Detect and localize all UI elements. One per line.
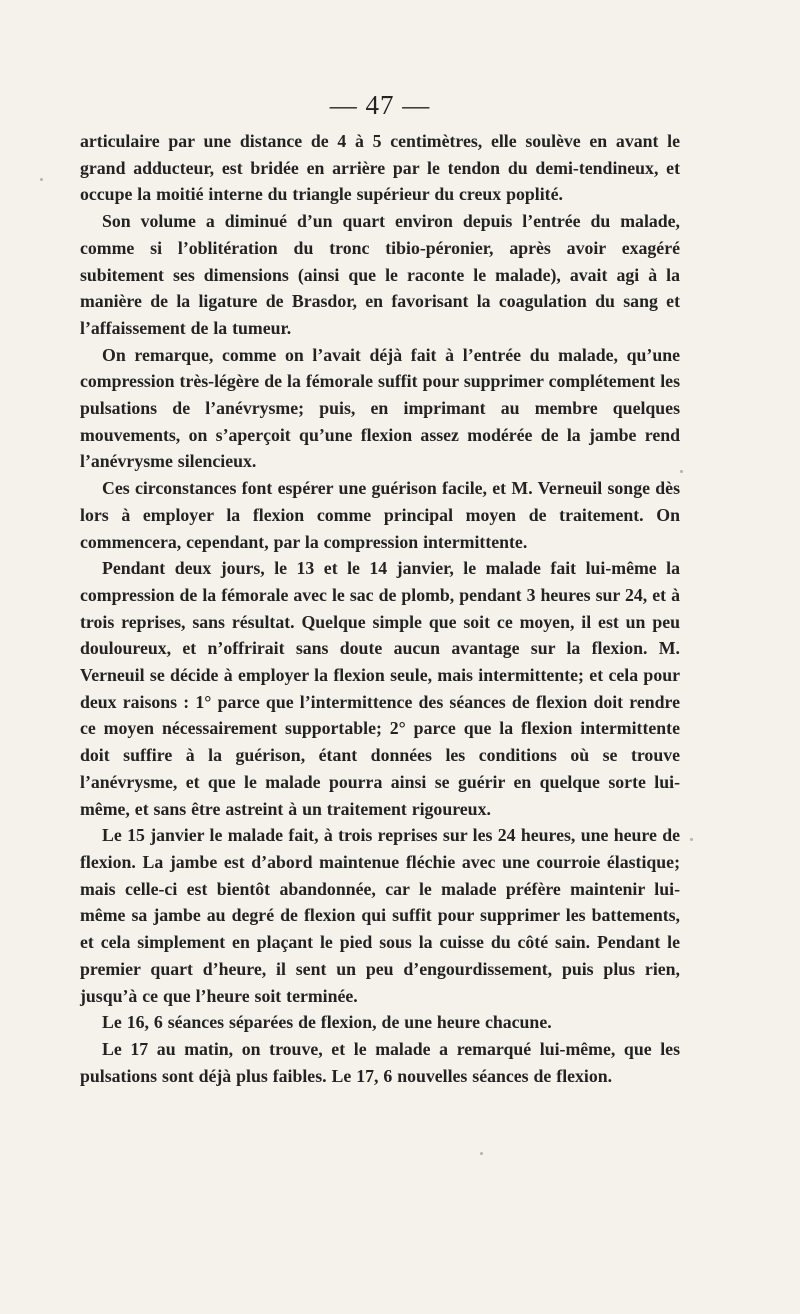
paragraph-4: Ces circonstances font espérer une guérison facile, et M. Verneuil songe dès lors à employer la flexion comme principal moyen de traitement. On commencera, cependant, par la compression intermittente. [80, 478, 680, 552]
page-number: — 47 — [329, 90, 431, 120]
paper-speck [680, 470, 683, 473]
body-text [80, 128, 680, 1089]
paragraph-1: articulaire par une distance de 4 à 5 centimètres, elle soulève en avant le grand adducteur, est bridée en arrière par le tendon du demi-tendineux, et occupe la moitié interne du triangle supérieur du creux poplité. [80, 131, 680, 205]
paragraph-5: Pendant deux jours, le 13 et le 14 janvier, le malade fait lui-même la compression de la fémorale avec le sac de plomb, pendant 3 heures sur 24, et à trois reprises, sans résultat. Quelque simple que soit ce moyen, il est un peu douloureux, et n’offrirait sans doute aucun avantage sur la flexion. M. Verneuil se décide à employer la flexion seule, mais intermittente; et cela pour deux raisons : 1° parce que l’intermittence des séances de flexion doit rendre ce moyen nécessairement supportable; 2° parce que la flexion intermittente doit suffire à la guérison, étant données les conditions où se trouve l’anévrysme, et que le malade pourra ainsi se guérir en quelque sorte lui-même, et sans être astreint à un traitement rigoureux. [80, 558, 680, 819]
paper-speck [40, 178, 43, 181]
paper-speck [480, 1152, 483, 1155]
paragraph-2: Son volume a diminué d’un quart environ depuis l’entrée du malade, comme si l’oblitération du tronc tibio-péronier, après avoir exagéré subitement ses dimensions (ainsi que le raconte le malade), avait agi à la manière de la ligature de Brasdor, en favorisant la coagulation du sang et l’affaissement de la tumeur. [80, 211, 680, 338]
paper-speck [690, 838, 693, 841]
paragraph-7: Le 16, 6 séances séparées de flexion, de une heure chacune. [102, 1012, 552, 1033]
paragraph-3: On remarque, comme on l’avait déjà fait à l’entrée du malade, qu’une compression très-légère de la fémorale suffit pour supprimer complétement les pulsations de l’anévrysme; puis, en imprimant au membre quelques mouvements, on s’aperçoit qu’une flexion assez modérée de la jambe rend l’anévrysme silencieux. [80, 344, 680, 472]
paragraph-8: Le 17 au matin, on trouve, et le malade a remarqué lui-même, que les pulsations sont déjà plus faibles. Le 17, 6 nouvelles séances de flexion. [80, 1038, 680, 1086]
paragraph-6: Le 15 janvier le malade fait, à trois reprises sur les 24 heures, une heure de flexion. La jambe est d’abord maintenue fléchie avec une courroie élastique; mais celle-ci est bientôt abandonnée, car le malade préfère maintenir lui-même sa jambe au degré de flexion qui suffit pour supprimer les battements, et cela simplement en plaçant le pied sous la cuisse du côté sain. Pendant le premier quart d’heure, il sent un peu d’engourdissement, puis plus rien, jusqu’à ce que l’heure soit terminée. [80, 825, 680, 1006]
